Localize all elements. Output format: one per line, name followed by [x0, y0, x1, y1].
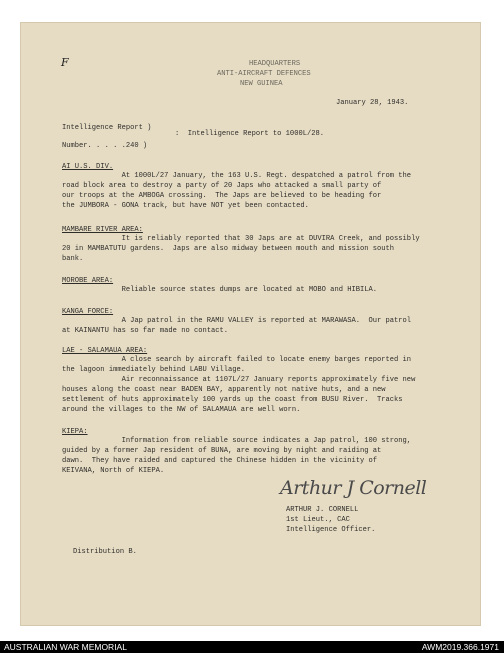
section-kanga-line-1: A Jap patrol in the RAMU VALLEY is reported at MARAWASA. Our patrol	[62, 317, 412, 325]
section-mambare-line-2: 20 in MAMBATUTU gardens. Japs are also midway between mouth and mission south	[62, 245, 395, 253]
section-kiepa-line-3: dawn. They have raided and captured the Chinese hidden in the vicinity of	[62, 457, 378, 465]
section-us-div-line-2: road block area to destroy a party of 20 Japs who attacked a small party of	[62, 182, 382, 190]
section-morobe-line-1: Reliable source states dumps are located at MOBO and HIBILA.	[62, 286, 378, 294]
report-ref-left-1: Intelligence Report )	[62, 124, 152, 132]
section-kiepa-line-1: Information from reliable source indicates a Jap patrol, 100 strong,	[62, 437, 412, 445]
section-lae-line-2: the lagoon immediately behind LABU Village.	[62, 366, 246, 374]
section-mambare-heading: MAMBARE RIVER AREA:	[62, 226, 143, 234]
section-lae-line-6: around the villages to the NW of SALAMAUA are well worn.	[62, 406, 301, 414]
handwritten-signature: Arthur J Cornell	[280, 477, 427, 499]
section-mambare-line-3: bank.	[62, 255, 84, 263]
handwritten-mark: F	[61, 56, 69, 69]
section-us-div-line-1: At 1000L/27 January, the 163 U.S. Regt. despatched a patrol from the	[62, 172, 412, 180]
header-line-1: HEADQUARTERS	[249, 60, 301, 68]
section-kiepa-line-4: KEIVANA, North of KIEPA.	[62, 467, 165, 475]
section-kanga-heading: KANGA FORCE:	[62, 308, 114, 316]
footer-bar	[0, 641, 504, 653]
section-kanga-line-2: at KAINANTU has so far made no contact.	[62, 327, 229, 335]
header-line-3: NEW GUINEA	[240, 80, 283, 88]
document-date: January 28, 1943.	[336, 99, 409, 107]
section-kiepa-heading: KIEPA:	[62, 428, 88, 436]
signatory-rank: 1st Lieut., CAC	[286, 516, 350, 524]
section-lae-line-4: houses along the coast near BADEN BAY, apparently not native huts, and a new	[62, 386, 386, 394]
header-line-2: ANTI-AIRCRAFT DEFENCES	[217, 70, 311, 78]
section-lae-line-3: Air reconnaissance at 1107L/27 January reports approximately five new	[62, 376, 416, 384]
section-lae-line-5: settlement of huts approximately 100 yards up the coast from BUSU River. Tracks	[62, 396, 403, 404]
section-us-div-line-3: our troops at the AMBOGA crossing. The Japs are believed to be heading for	[62, 192, 382, 200]
signatory-name: ARTHUR J. CORNELL	[286, 506, 359, 514]
section-mambare-line-1: It is reliably reported that 30 Japs are at DUVIRA Creek, and possibly	[62, 235, 420, 243]
section-lae-heading: LAE - SALAMAUA AREA:	[62, 347, 148, 355]
section-us-div-heading: AI U.S. DIV.	[62, 163, 114, 171]
section-morobe-heading: MOROBE AREA:	[62, 277, 114, 285]
report-ref-middle: : Intelligence Report to 1000L/28.	[175, 130, 324, 138]
signatory-title: Intelligence Officer.	[286, 526, 376, 534]
section-us-div-line-4: the JUMBORA - GONA track, but have NOT yet been contacted.	[62, 202, 309, 210]
footer-institution: AUSTRALIAN WAR MEMORIAL	[4, 642, 127, 652]
footer-accession-number: AWM2019.366.1971	[421, 642, 499, 652]
section-kiepa-line-2: guided by a former Jap resident of BUNA, are moving by night and raiding at	[62, 447, 382, 455]
report-ref-left-2: Number. . . . .240 )	[62, 142, 148, 150]
section-lae-line-1: A close search by aircraft failed to locate enemy barges reported in	[62, 356, 412, 364]
distribution-note: Distribution B.	[73, 548, 137, 556]
